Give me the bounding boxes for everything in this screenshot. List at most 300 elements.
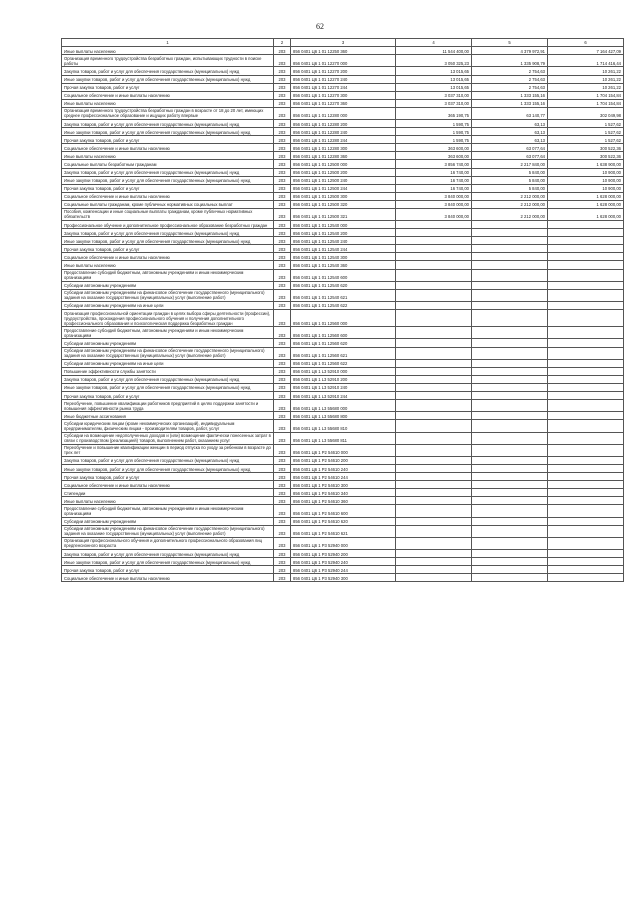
table-row — [62, 525, 624, 537]
row-value-3-cell — [548, 420, 624, 432]
row-value-1-cell — [396, 525, 472, 537]
row-code-cell: 856 0401 Ц6 1 01 12500 300 — [291, 192, 396, 200]
table-row — [62, 47, 624, 55]
row-name-cell: Социальное обеспечение и иные выплаты населению — [62, 91, 274, 99]
row-value-3-cell — [548, 245, 624, 253]
table-row — [62, 99, 624, 107]
row-value-3-cell — [548, 517, 624, 525]
row-admin-cell: 203 — [274, 99, 291, 107]
row-value-3-cell — [548, 237, 624, 245]
row-value-3-cell — [548, 412, 624, 420]
row-name-cell: Стипендии — [62, 489, 274, 497]
row-admin-cell: 203 — [274, 456, 291, 464]
row-admin-cell: 203 — [274, 375, 291, 383]
column-number-6: 6 — [548, 39, 624, 47]
row-code-cell: 856 0401 Ц6 1 L3 52910 240 — [291, 383, 396, 391]
row-value-1-cell — [396, 310, 472, 327]
column-number-1: 1 — [62, 39, 274, 47]
row-value-3-cell — [548, 347, 624, 359]
table-row — [62, 91, 624, 99]
table-row — [62, 176, 624, 184]
row-name-cell: Социальные выплаты безработным гражданам — [62, 160, 274, 168]
row-value-3-cell: 10 261,22 — [548, 75, 624, 83]
row-code-cell: 856 0401 Ц6 1 P3 52940 240 — [291, 558, 396, 566]
row-value-2-cell: 63,13 — [472, 136, 548, 144]
row-value-3-cell: 1 628 000,00 — [548, 200, 624, 208]
row-code-cell: 856 0401 Ц6 1 P2 54610 340 — [291, 489, 396, 497]
row-value-2-cell: 63,13 — [472, 128, 548, 136]
row-name-cell: Иные закупки товаров, работ и услуг для обеспечения государственных (муниципальных) нужд — [62, 75, 274, 83]
row-value-3-cell — [548, 566, 624, 574]
row-code-cell: 856 0401 Ц6 1 01 12500 200 — [291, 168, 396, 176]
row-name-cell: Закупка товаров, работ и услуг для обеспечения государственных (муниципальных) нужд — [62, 168, 274, 176]
table-row — [62, 465, 624, 473]
row-admin-cell: 203 — [274, 208, 291, 220]
row-admin-cell: 203 — [274, 120, 291, 128]
row-admin-cell: 203 — [274, 200, 291, 208]
row-value-1-cell — [396, 339, 472, 347]
row-name-cell: Закупка товаров, работ и услуг для обеспечения государственных (муниципальных) нужд — [62, 375, 274, 383]
row-code-cell: 856 0401 Ц6 1 01 12500 000 — [291, 160, 396, 168]
row-admin-cell: 203 — [274, 245, 291, 253]
row-name-cell: Организация профессиональной ориентации граждан в целях выбора сферы деятельности (профессии), трудоустройства, прохождения профессионального обучения и получения дополнительного профессионального образования и психологическая поддержка безработных граждан — [62, 310, 274, 327]
row-name-cell: Переобучение и повышение квалификации женщин в период отпуска по уходу за ребенком в возрасте до трех лет — [62, 444, 274, 456]
row-code-cell: 856 0401 Ц6 1 P2 54610 240 — [291, 465, 396, 473]
row-code-cell: 856 0401 Ц6 1 01 12540 360 — [291, 261, 396, 269]
row-value-1-cell — [396, 229, 472, 237]
row-name-cell: Предоставление субсидий бюджетным, автономным учреждениям и иным некоммерческим организациям — [62, 505, 274, 517]
column-number-5: 5 — [472, 39, 548, 47]
row-value-3-cell — [548, 261, 624, 269]
row-value-1-cell — [396, 221, 472, 229]
row-name-cell: Повышение эффективности службы занятости — [62, 367, 274, 375]
row-value-1-cell — [396, 412, 472, 420]
row-value-3-cell — [548, 489, 624, 497]
row-value-1-cell — [396, 465, 472, 473]
row-code-cell: 856 0401 Ц6 1 P3 52940 300 — [291, 574, 396, 582]
row-code-cell: 856 0401 Ц6 1 01 12270 200 — [291, 67, 396, 75]
table-body — [62, 47, 624, 582]
row-value-3-cell — [548, 221, 624, 229]
row-code-cell: 856 0401 Ц6 1 01 12540 622 — [291, 302, 396, 310]
table-row — [62, 489, 624, 497]
row-value-2-cell: 63 077,64 — [472, 144, 548, 152]
row-code-cell: 856 0401 Ц6 1 01 12270 000 — [291, 55, 396, 67]
row-value-3-cell — [548, 281, 624, 289]
table-row — [62, 269, 624, 281]
row-value-1-cell — [396, 444, 472, 456]
row-name-cell: Субсидии автономным учреждениям — [62, 517, 274, 525]
row-value-1-cell: 3 037 310,00 — [396, 91, 472, 99]
row-admin-cell: 203 — [274, 566, 291, 574]
row-value-1-cell: 16 740,00 — [396, 176, 472, 184]
row-admin-cell: 203 — [274, 537, 291, 549]
table-row — [62, 67, 624, 75]
row-name-cell: Социальное обеспечение и иные выплаты населению — [62, 481, 274, 489]
row-name-cell: Закупка товаров, работ и услуг для обеспечения государственных (муниципальных) нужд — [62, 456, 274, 464]
row-value-2-cell — [472, 383, 548, 391]
row-value-3-cell: 10 261,22 — [548, 83, 624, 91]
row-value-2-cell — [472, 473, 548, 481]
row-value-3-cell — [548, 432, 624, 444]
budget-table — [61, 38, 624, 582]
row-value-2-cell — [472, 558, 548, 566]
row-name-cell: Субсидии автономным учреждениям — [62, 339, 274, 347]
row-admin-cell: 203 — [274, 367, 291, 375]
row-value-2-cell — [472, 465, 548, 473]
row-name-cell: Субсидии автономным учреждениям на иные цели — [62, 302, 274, 310]
row-admin-cell: 203 — [274, 168, 291, 176]
row-admin-cell: 203 — [274, 489, 291, 497]
row-value-2-cell: 2 754,63 — [472, 67, 548, 75]
table-row — [62, 184, 624, 192]
table-row — [62, 144, 624, 152]
row-admin-cell: 203 — [274, 339, 291, 347]
row-value-1-cell: 363 600,00 — [396, 144, 472, 152]
row-value-2-cell: 1 335 908,79 — [472, 55, 548, 67]
row-value-1-cell — [396, 261, 472, 269]
table-row — [62, 505, 624, 517]
row-admin-cell: 203 — [274, 310, 291, 327]
row-value-3-cell — [548, 444, 624, 456]
row-admin-cell: 203 — [274, 574, 291, 582]
row-name-cell: Субсидии автономным учреждениям на иные цели — [62, 359, 274, 367]
row-code-cell: 856 0401 Ц6 1 01 12250 360 — [291, 47, 396, 55]
row-name-cell: Закупка товаров, работ и услуг для обеспечения государственных (муниципальных) нужд — [62, 120, 274, 128]
row-code-cell: 856 0401 Ц6 1 01 12540 621 — [291, 289, 396, 301]
row-value-2-cell: 2 217 840,00 — [472, 160, 548, 168]
row-value-3-cell: 1 704 154,84 — [548, 99, 624, 107]
table-row — [62, 237, 624, 245]
row-code-cell: 856 0401 Ц6 1 01 12560 621 — [291, 347, 396, 359]
table-row — [62, 200, 624, 208]
row-admin-cell: 203 — [274, 253, 291, 261]
row-value-2-cell: 2 212 000,00 — [472, 208, 548, 220]
row-admin-cell: 203 — [274, 558, 291, 566]
table-row — [62, 128, 624, 136]
column-number-row — [62, 39, 624, 47]
row-value-3-cell: 1 704 154,84 — [548, 91, 624, 99]
row-value-1-cell: 13 015,65 — [396, 75, 472, 83]
row-value-1-cell — [396, 327, 472, 339]
row-code-cell: 856 0401 Ц6 1 P3 52940 200 — [291, 550, 396, 558]
table-row — [62, 412, 624, 420]
row-value-1-cell: 16 740,00 — [396, 168, 472, 176]
row-admin-cell: 203 — [274, 269, 291, 281]
row-name-cell: Иные закупки товаров, работ и услуг для обеспечения государственных (муниципальных) нужд — [62, 176, 274, 184]
row-value-3-cell — [548, 367, 624, 375]
row-value-1-cell — [396, 558, 472, 566]
row-value-1-cell — [396, 505, 472, 517]
row-value-3-cell — [548, 253, 624, 261]
row-value-1-cell — [396, 269, 472, 281]
row-code-cell: 856 0401 Ц6 1 01 12560 622 — [291, 359, 396, 367]
table-row — [62, 208, 624, 220]
row-value-1-cell: 3 840 000,00 — [396, 208, 472, 220]
row-value-2-cell — [472, 359, 548, 367]
row-name-cell: Социальные выплаты гражданам, кроме публичных нормативных социальных выплат — [62, 200, 274, 208]
row-value-3-cell: 10 261,22 — [548, 67, 624, 75]
row-name-cell: Субсидии автономным учреждениям — [62, 281, 274, 289]
row-value-3-cell: 300 522,36 — [548, 144, 624, 152]
row-value-3-cell — [548, 392, 624, 400]
row-value-2-cell — [472, 237, 548, 245]
row-value-2-cell — [472, 310, 548, 327]
row-value-2-cell — [472, 339, 548, 347]
row-value-3-cell — [548, 456, 624, 464]
row-admin-cell: 203 — [274, 83, 291, 91]
row-code-cell: 856 0401 Ц6 1 01 12280 244 — [291, 136, 396, 144]
row-value-3-cell — [548, 400, 624, 412]
row-code-cell: 856 0401 Ц6 1 01 12270 360 — [291, 99, 396, 107]
row-value-1-cell: 3 840 000,00 — [396, 200, 472, 208]
row-value-1-cell — [396, 367, 472, 375]
row-name-cell: Иные выплаты населению — [62, 261, 274, 269]
row-value-2-cell: 4 379 972,91 — [472, 47, 548, 55]
row-value-3-cell: 1 628 000,00 — [548, 192, 624, 200]
row-name-cell: Закупка товаров, работ и услуг для обеспечения государственных (муниципальных) нужд — [62, 550, 274, 558]
row-admin-cell: 203 — [274, 67, 291, 75]
table-row — [62, 367, 624, 375]
table-row — [62, 120, 624, 128]
row-name-cell: Субсидии автономным учреждениям на финансовое обеспечение государственного (муниципального) задания на оказание государственных (муниципальных) услуг (выполнение работ) — [62, 347, 274, 359]
row-value-3-cell: 10 900,00 — [548, 176, 624, 184]
table-row — [62, 281, 624, 289]
row-code-cell: 856 0401 Ц6 1 L3 52910 244 — [291, 392, 396, 400]
row-code-cell: 856 0401 Ц6 1 P2 54610 621 — [291, 525, 396, 537]
row-code-cell: 856 0401 Ц6 1 L3 52910 000 — [291, 367, 396, 375]
table-row — [62, 107, 624, 119]
row-name-cell: Прочая закупка товаров, работ и услуг — [62, 83, 274, 91]
row-value-2-cell — [472, 400, 548, 412]
row-value-1-cell — [396, 537, 472, 549]
row-admin-cell: 203 — [274, 481, 291, 489]
row-value-2-cell: 2 754,63 — [472, 83, 548, 91]
row-value-3-cell — [548, 473, 624, 481]
row-name-cell: Социальное обеспечение и иные выплаты населению — [62, 192, 274, 200]
row-value-1-cell — [396, 289, 472, 301]
row-value-2-cell: 63 140,77 — [472, 107, 548, 119]
row-value-3-cell: 302 049,98 — [548, 107, 624, 119]
row-code-cell: 856 0401 Ц6 1 01 12270 300 — [291, 91, 396, 99]
row-admin-cell: 203 — [274, 432, 291, 444]
row-code-cell: 856 0401 Ц6 1 01 12280 000 — [291, 107, 396, 119]
row-value-2-cell — [472, 432, 548, 444]
row-value-3-cell — [548, 481, 624, 489]
row-value-2-cell: 1 333 155,16 — [472, 99, 548, 107]
row-value-1-cell: 1 590,75 — [396, 136, 472, 144]
row-value-2-cell — [472, 574, 548, 582]
row-value-2-cell — [472, 221, 548, 229]
row-value-2-cell — [472, 347, 548, 359]
row-code-cell: 856 0401 Ц6 1 01 12560 000 — [291, 310, 396, 327]
table-row — [62, 537, 624, 549]
row-value-1-cell: 13 015,65 — [396, 83, 472, 91]
row-value-3-cell: 1 527,62 — [548, 128, 624, 136]
row-name-cell: Закупка товаров, работ и услуг для обеспечения государственных (муниципальных) нужд — [62, 229, 274, 237]
row-value-1-cell — [396, 347, 472, 359]
row-name-cell: Прочая закупка товаров, работ и услуг — [62, 473, 274, 481]
row-code-cell: 856 0401 Ц6 1 01 12270 240 — [291, 75, 396, 83]
row-admin-cell: 203 — [274, 144, 291, 152]
row-code-cell: 856 0401 Ц6 1 01 12540 200 — [291, 229, 396, 237]
row-code-cell: 856 0401 Ц6 1 P3 52940 244 — [291, 566, 396, 574]
table-row — [62, 444, 624, 456]
row-value-2-cell — [472, 302, 548, 310]
row-value-1-cell — [396, 566, 472, 574]
table-row — [62, 456, 624, 464]
table-row — [62, 83, 624, 91]
row-code-cell: 856 0401 Ц6 1 P2 54610 300 — [291, 481, 396, 489]
row-code-cell: 856 0401 Ц6 1 P2 54610 000 — [291, 444, 396, 456]
row-name-cell: Социальное обеспечение и иные выплаты населению — [62, 574, 274, 582]
row-value-1-cell: 3 840 000,00 — [396, 192, 472, 200]
row-code-cell: 856 0401 Ц6 1 01 12560 620 — [291, 339, 396, 347]
table-row — [62, 310, 624, 327]
row-code-cell: 856 0401 Ц6 1 P2 54610 360 — [291, 497, 396, 505]
row-value-1-cell — [396, 302, 472, 310]
row-admin-cell: 203 — [274, 237, 291, 245]
row-value-3-cell: 1 714 416,44 — [548, 55, 624, 67]
row-value-2-cell — [472, 517, 548, 525]
row-admin-cell: 203 — [274, 289, 291, 301]
table-row — [62, 160, 624, 168]
table-row — [62, 339, 624, 347]
row-value-1-cell: 3 050 325,23 — [396, 55, 472, 67]
row-code-cell: 856 0401 Ц6 1 01 12280 360 — [291, 152, 396, 160]
table-row — [62, 289, 624, 301]
row-admin-cell: 203 — [274, 302, 291, 310]
row-value-1-cell — [396, 237, 472, 245]
table-row — [62, 432, 624, 444]
row-name-cell: Социальное обеспечение и иные выплаты населению — [62, 253, 274, 261]
table-row — [62, 75, 624, 83]
row-admin-cell: 203 — [274, 107, 291, 119]
row-code-cell: 856 0401 Ц6 1 01 12540 244 — [291, 245, 396, 253]
table-row — [62, 400, 624, 412]
row-value-3-cell — [548, 375, 624, 383]
row-value-2-cell: 2 212 000,00 — [472, 192, 548, 200]
row-value-2-cell: 5 840,00 — [472, 168, 548, 176]
row-value-2-cell — [472, 525, 548, 537]
row-admin-cell: 203 — [274, 136, 291, 144]
table-row — [62, 245, 624, 253]
table-row — [62, 192, 624, 200]
row-name-cell: Прочая закупка товаров, работ и услуг — [62, 184, 274, 192]
row-value-1-cell — [396, 517, 472, 525]
table-row — [62, 302, 624, 310]
row-value-2-cell — [472, 375, 548, 383]
table-row — [62, 550, 624, 558]
row-value-1-cell — [396, 473, 472, 481]
row-code-cell: 856 0401 Ц6 1 P3 52940 000 — [291, 537, 396, 549]
row-code-cell: 856 0401 Ц6 1 01 12270 244 — [291, 83, 396, 91]
table-row — [62, 347, 624, 359]
row-code-cell: 856 0401 Ц6 1 L3 55680 811 — [291, 432, 396, 444]
row-value-2-cell — [472, 444, 548, 456]
row-value-2-cell — [472, 481, 548, 489]
row-admin-cell: 203 — [274, 47, 291, 55]
table-row — [62, 359, 624, 367]
row-code-cell: 856 0401 Ц6 1 L3 52910 200 — [291, 375, 396, 383]
row-value-3-cell — [548, 505, 624, 517]
row-value-2-cell — [472, 456, 548, 464]
row-value-2-cell — [472, 392, 548, 400]
row-admin-cell: 203 — [274, 400, 291, 412]
row-name-cell: Иные закупки товаров, работ и услуг для обеспечения государственных (муниципальных) нужд — [62, 237, 274, 245]
row-admin-cell: 203 — [274, 176, 291, 184]
row-code-cell: 856 0401 Ц6 1 01 12280 200 — [291, 120, 396, 128]
table-row — [62, 497, 624, 505]
row-value-2-cell — [472, 281, 548, 289]
column-number-3: 3 — [291, 39, 396, 47]
row-admin-cell: 203 — [274, 229, 291, 237]
row-value-2-cell — [472, 550, 548, 558]
row-admin-cell: 203 — [274, 55, 291, 67]
row-name-cell: Прочая закупка товаров, работ и услуг — [62, 136, 274, 144]
row-name-cell: Иные выплаты населению — [62, 99, 274, 107]
table-row — [62, 383, 624, 391]
row-value-1-cell — [396, 481, 472, 489]
row-value-1-cell: 13 015,65 — [396, 67, 472, 75]
table-row — [62, 221, 624, 229]
row-value-2-cell — [472, 497, 548, 505]
row-value-1-cell: 11 544 400,00 — [396, 47, 472, 55]
row-value-3-cell: 1 527,62 — [548, 120, 624, 128]
row-name-cell: Предоставление субсидий бюджетным, автономным учреждениям и иным некоммерческим организациям — [62, 327, 274, 339]
row-value-1-cell: 1 590,75 — [396, 128, 472, 136]
row-value-3-cell — [548, 574, 624, 582]
row-value-1-cell — [396, 245, 472, 253]
row-value-1-cell — [396, 456, 472, 464]
row-value-3-cell — [548, 229, 624, 237]
row-admin-cell: 203 — [274, 505, 291, 517]
column-number-2: 2 — [274, 39, 291, 47]
column-number-4: 4 — [396, 39, 472, 47]
row-name-cell: Субсидии автономным учреждениям на финансовое обеспечение государственного (муниципального) задания на оказание государственных (муниципальных) услуг (выполнение работ) — [62, 289, 274, 301]
row-admin-cell: 203 — [274, 497, 291, 505]
row-code-cell: 856 0401 Ц6 1 01 12500 321 — [291, 208, 396, 220]
row-value-2-cell — [472, 489, 548, 497]
row-code-cell: 856 0401 Ц6 1 01 12280 300 — [291, 144, 396, 152]
row-value-3-cell — [548, 310, 624, 327]
row-name-cell: Социальное обеспечение и иные выплаты населению — [62, 144, 274, 152]
row-name-cell: Иные выплаты населению — [62, 47, 274, 55]
row-value-1-cell: 3 856 740,00 — [396, 160, 472, 168]
row-code-cell: 856 0401 Ц6 1 01 12540 240 — [291, 237, 396, 245]
row-value-3-cell — [548, 497, 624, 505]
row-admin-cell: 203 — [274, 550, 291, 558]
row-value-3-cell — [548, 465, 624, 473]
table-row — [62, 392, 624, 400]
row-value-2-cell — [472, 253, 548, 261]
row-admin-cell: 203 — [274, 383, 291, 391]
row-value-2-cell — [472, 566, 548, 574]
row-name-cell: Организация профессионального обучения и дополнительного профессионального образования лиц предпенсионного возраста — [62, 537, 274, 549]
table-row — [62, 481, 624, 489]
table-row — [62, 558, 624, 566]
table-row — [62, 473, 624, 481]
row-admin-cell: 203 — [274, 152, 291, 160]
table-row — [62, 229, 624, 237]
row-value-2-cell: 2 212 000,00 — [472, 200, 548, 208]
row-value-1-cell — [396, 281, 472, 289]
row-code-cell: 856 0401 Ц6 1 01 12540 600 — [291, 269, 396, 281]
row-admin-cell: 203 — [274, 128, 291, 136]
row-admin-cell: 203 — [274, 525, 291, 537]
row-code-cell: 856 0401 Ц6 1 01 12500 320 — [291, 200, 396, 208]
row-value-2-cell — [472, 245, 548, 253]
